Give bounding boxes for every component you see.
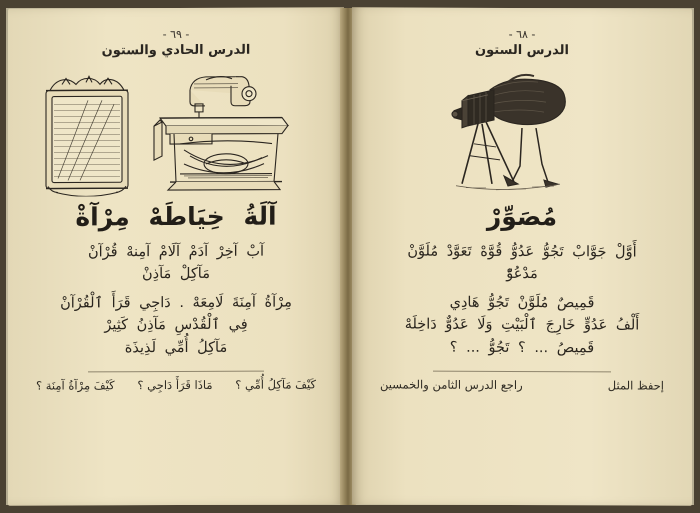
left-line-5: مَآكِلُ أُمِّي لَذِيذَة [124, 339, 228, 357]
right-headword: مُصَوِّرْ [486, 201, 558, 232]
right-line-4: أَلْفُ عَدُوٍّ خَارِجَ ٱلْبَيْتِ وَلَا عَدُوٌّ دَاخِلَهْ [404, 316, 640, 334]
page-edge-bottom [0, 505, 700, 513]
right-line-1: أَوَّلْ جَوَّابْ تَجُوُّ عَدُوُّ قُوَّهْ تَعَوَّدْ مُلَوَّنْ [407, 243, 637, 261]
right-page [352, 7, 692, 505]
left-line-3: مِرْآةُ آمِنَةَ لَامِعَهْ . دَاجِي قَرَأَ ٱلْقُرْآنْ [60, 294, 292, 312]
photographer-with-camera-illustration [452, 75, 565, 191]
page-edge-top [0, 0, 700, 8]
left-line-1: آبْ آخِرْ آدَمْ آلَامْ آمِنهْ قُرْآنْ [87, 243, 264, 261]
right-footer-left: إحفظ المثل [607, 378, 664, 393]
right-line-5: قَمِيصُ ... ؟ تَجُوُّ ... ؟ [449, 339, 595, 357]
left-question-2: مَاذَا قَرَأَ دَاجِي ؟ [137, 378, 213, 393]
left-page [8, 7, 344, 505]
left-question-3: كَيْفَ مَآكِلُ أُمِّي ؟ [235, 377, 316, 393]
left-illustrations [34, 63, 318, 196]
left-lesson-title: الدرس الحادي والستون [101, 42, 251, 59]
right-footer [378, 378, 666, 393]
right-footer-center: راجع الدرس الثامن والخمسين [380, 377, 523, 393]
sewing-machine-table-illustration [154, 76, 288, 190]
right-line-2: مَدْعُوّْ [506, 266, 538, 283]
right-page-number: - ٦٨ - [508, 27, 536, 42]
right-word-list [378, 240, 666, 286]
left-line-4: فِي ٱلْقُدْسِ مَآذِنُ كَثِيرْ [104, 317, 248, 334]
framed-mirror-illustration [46, 76, 128, 196]
right-divider [433, 371, 612, 373]
left-questions [34, 378, 318, 393]
left-headword: آلَةُ خِيَاطَهْ مِرْآةْ [75, 201, 277, 232]
right-sentences [378, 291, 666, 360]
left-divider [88, 371, 264, 373]
right-lesson-title: الدرس الستون [475, 42, 569, 59]
right-line-3: قَمِيصٌ مُلَوَّنْ تَجُوُّ هَادِي [449, 294, 595, 312]
left-question-1: كَيْفَ مِرْآةُ آمِنَة ؟ [36, 378, 115, 393]
right-illustrations [378, 63, 666, 196]
left-line-2: مَآكِلْ مَآذِنْ [142, 266, 210, 283]
left-sentences [34, 291, 318, 360]
page-edge-left [0, 0, 6, 513]
left-word-list [34, 240, 318, 286]
page-edge-right [694, 0, 700, 513]
left-page-number: - ٦٩ - [162, 27, 190, 42]
